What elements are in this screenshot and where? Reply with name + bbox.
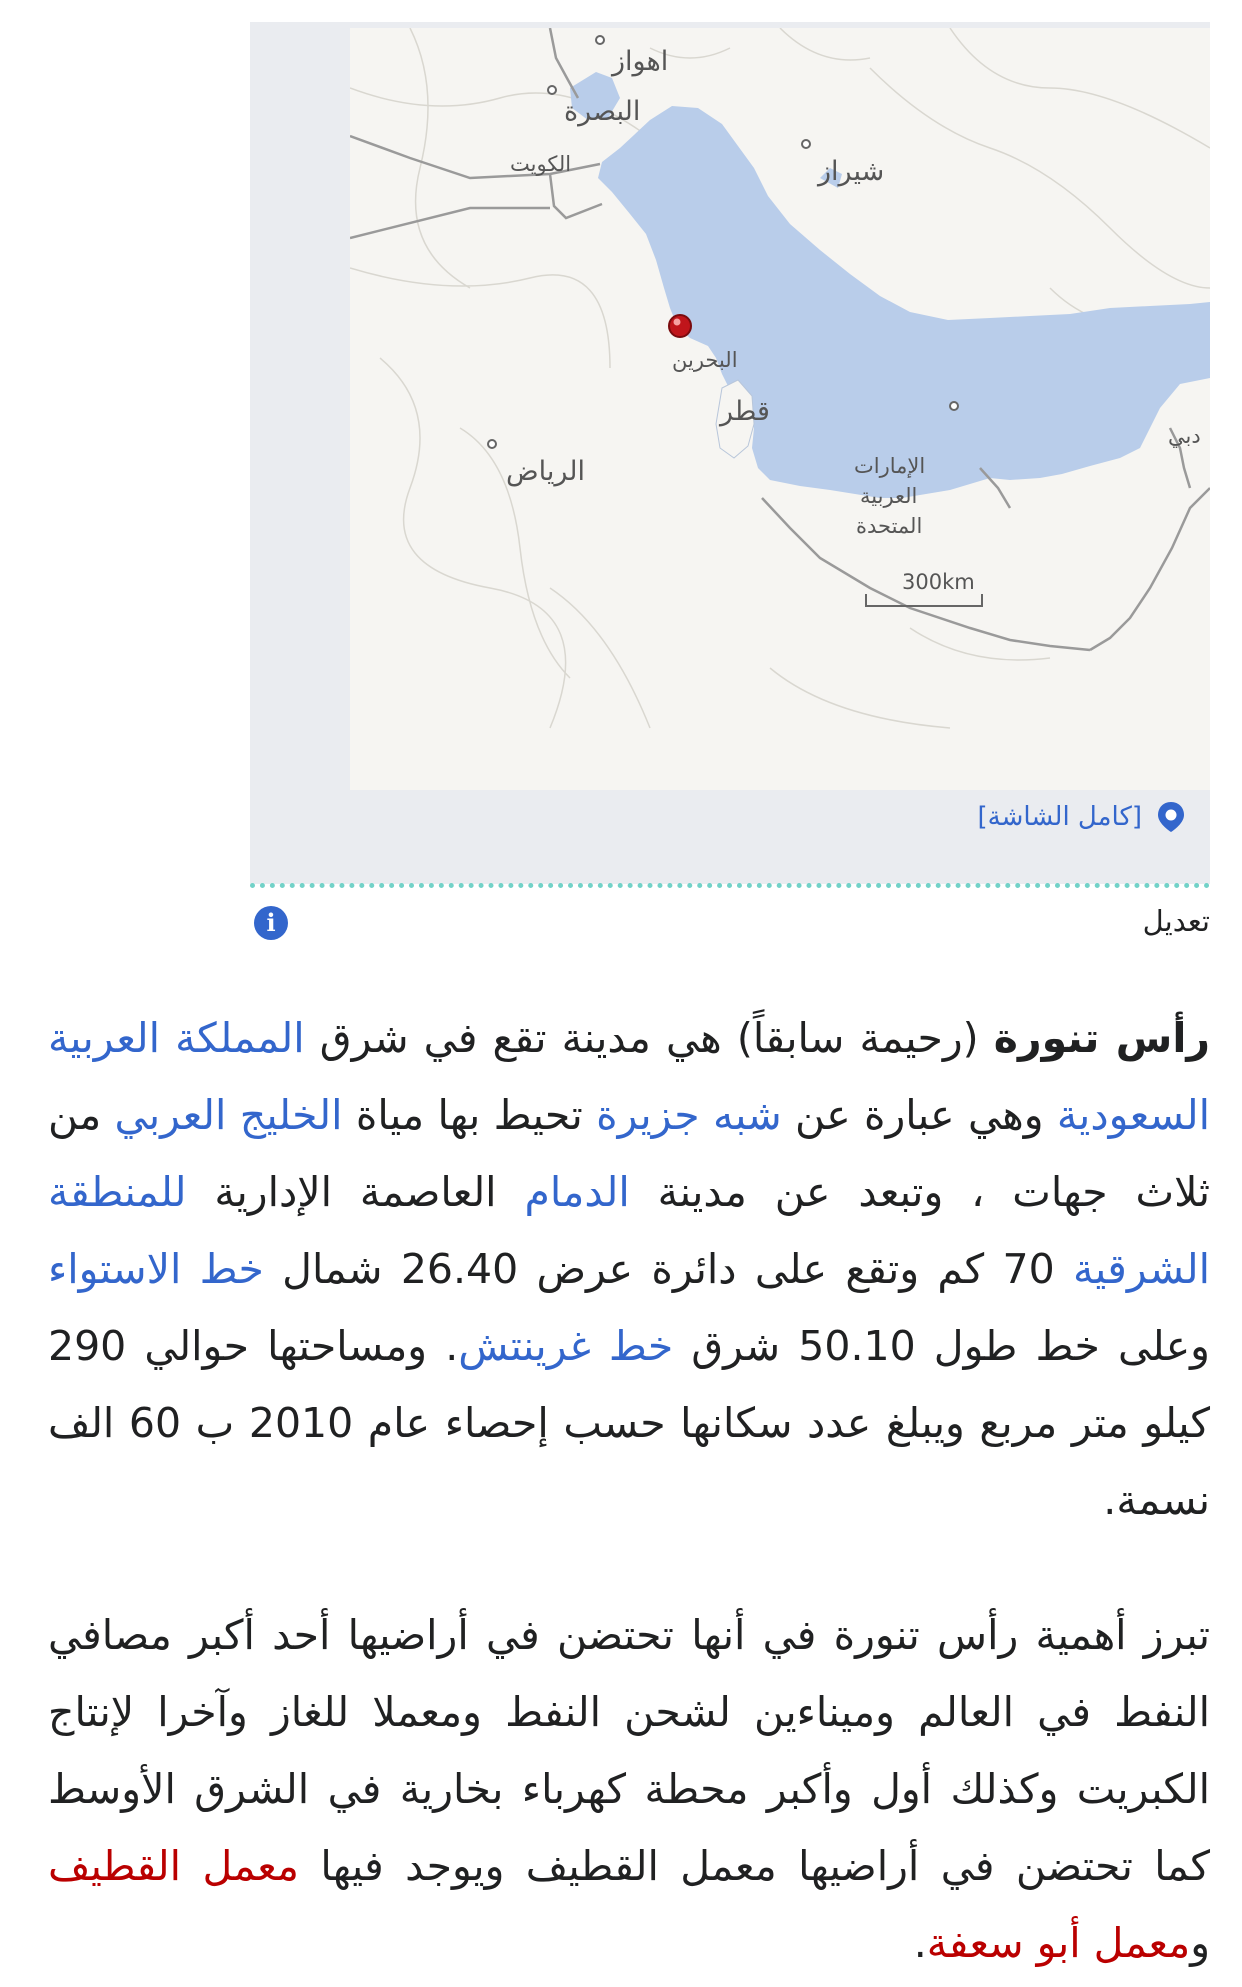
map-marker-icon bbox=[1154, 800, 1188, 834]
text-span: (رحيمة سابقاً) هي مدينة تقع في شرق bbox=[304, 1014, 994, 1062]
location-pin-icon bbox=[669, 315, 691, 337]
section-divider bbox=[250, 883, 1210, 888]
map-label-uae-1: الإمارات bbox=[854, 454, 926, 478]
map-label-kuwait: الكويت bbox=[510, 152, 572, 176]
link-eastern-province[interactable]: للمنطقة الشرقية bbox=[48, 1168, 1210, 1293]
edit-row bbox=[250, 900, 1210, 950]
link-arabian-gulf[interactable]: الخليج العربي bbox=[114, 1091, 343, 1139]
map-label-dubai: دبي bbox=[1168, 424, 1201, 448]
map-card bbox=[250, 22, 1210, 884]
link-peninsula[interactable]: شبه جزيرة bbox=[596, 1091, 782, 1139]
map-label-uae-2: العربية bbox=[860, 484, 918, 508]
map-label-qatar: قطر bbox=[720, 396, 770, 427]
map-label-uae-3: المتحدة bbox=[856, 514, 923, 538]
fullscreen-label: [كامل الشاشة] bbox=[977, 802, 1142, 832]
link-saudi-arabia[interactable]: المملكة العربية السعودية bbox=[48, 1014, 1210, 1139]
map-scale-label: 300km bbox=[902, 570, 975, 594]
text-span: . bbox=[913, 1919, 927, 1967]
text-span: وعلى خط طول 50.10 شرق bbox=[673, 1322, 1210, 1370]
link-greenwich[interactable]: خط غرينتش bbox=[458, 1322, 674, 1370]
article-body bbox=[48, 1000, 1210, 1982]
map-label-shiraz: شيراز bbox=[818, 156, 885, 187]
link-abu-safah-plant[interactable]: معمل أبو سعفة bbox=[926, 1919, 1191, 1967]
fullscreen-link[interactable] bbox=[978, 800, 1188, 834]
text-span: و bbox=[1190, 1919, 1210, 1967]
text-span: من ثلاث جهات ، وتبعد عن مدينة bbox=[48, 1091, 1210, 1216]
info-icon[interactable]: i bbox=[254, 906, 288, 940]
text-span: تحيط بها مياة bbox=[342, 1091, 597, 1139]
map-label-bahrain: البحرين bbox=[672, 348, 738, 372]
text-span: . ومساحتها حوالي 290 كيلو متر مربع ويبلغ عدد سكانها حسب إحصاء عام 2010 ب 60 الف نسمة. bbox=[48, 1322, 1211, 1524]
paragraph-2 bbox=[48, 1597, 1210, 1982]
text-span: وهي عبارة عن bbox=[781, 1091, 1057, 1139]
paragraph-1 bbox=[48, 1000, 1210, 1539]
edit-link[interactable]: تعديل bbox=[1142, 904, 1210, 938]
text-span: العاصمة الإدارية bbox=[186, 1168, 525, 1216]
text-span: تبرز أهمية رأس تنورة في أنها تحتضن في أراضيها أحد أكبر مصافي النفط في العالم وميناءين لشحن النفط ومعملا للغاز وآخرا لإنتاج الكبريت وكذلك أول وأكبر محطة كهرباء بخارية في الشرق الأوسط كما تحتضن في أراضيها معمل القطيف ويوجد فيها bbox=[48, 1611, 1210, 1890]
map-label-ahvaz: اهواز bbox=[612, 46, 669, 77]
link-qatif-plant[interactable]: معمل القطيف bbox=[48, 1842, 299, 1890]
link-dammam[interactable]: الدمام bbox=[524, 1168, 630, 1216]
map-graphic bbox=[350, 28, 1210, 790]
map-label-basra: البصرة bbox=[564, 96, 641, 127]
text-span: 70 كم وتقع على دائرة عرض 26.40 شمال bbox=[263, 1245, 1073, 1293]
map-label-riyadh: الرياض bbox=[506, 456, 586, 487]
location-map[interactable] bbox=[350, 28, 1210, 790]
article-subject: رأس تنورة bbox=[993, 1014, 1210, 1062]
link-equator[interactable]: خط الاستواء bbox=[48, 1245, 264, 1293]
